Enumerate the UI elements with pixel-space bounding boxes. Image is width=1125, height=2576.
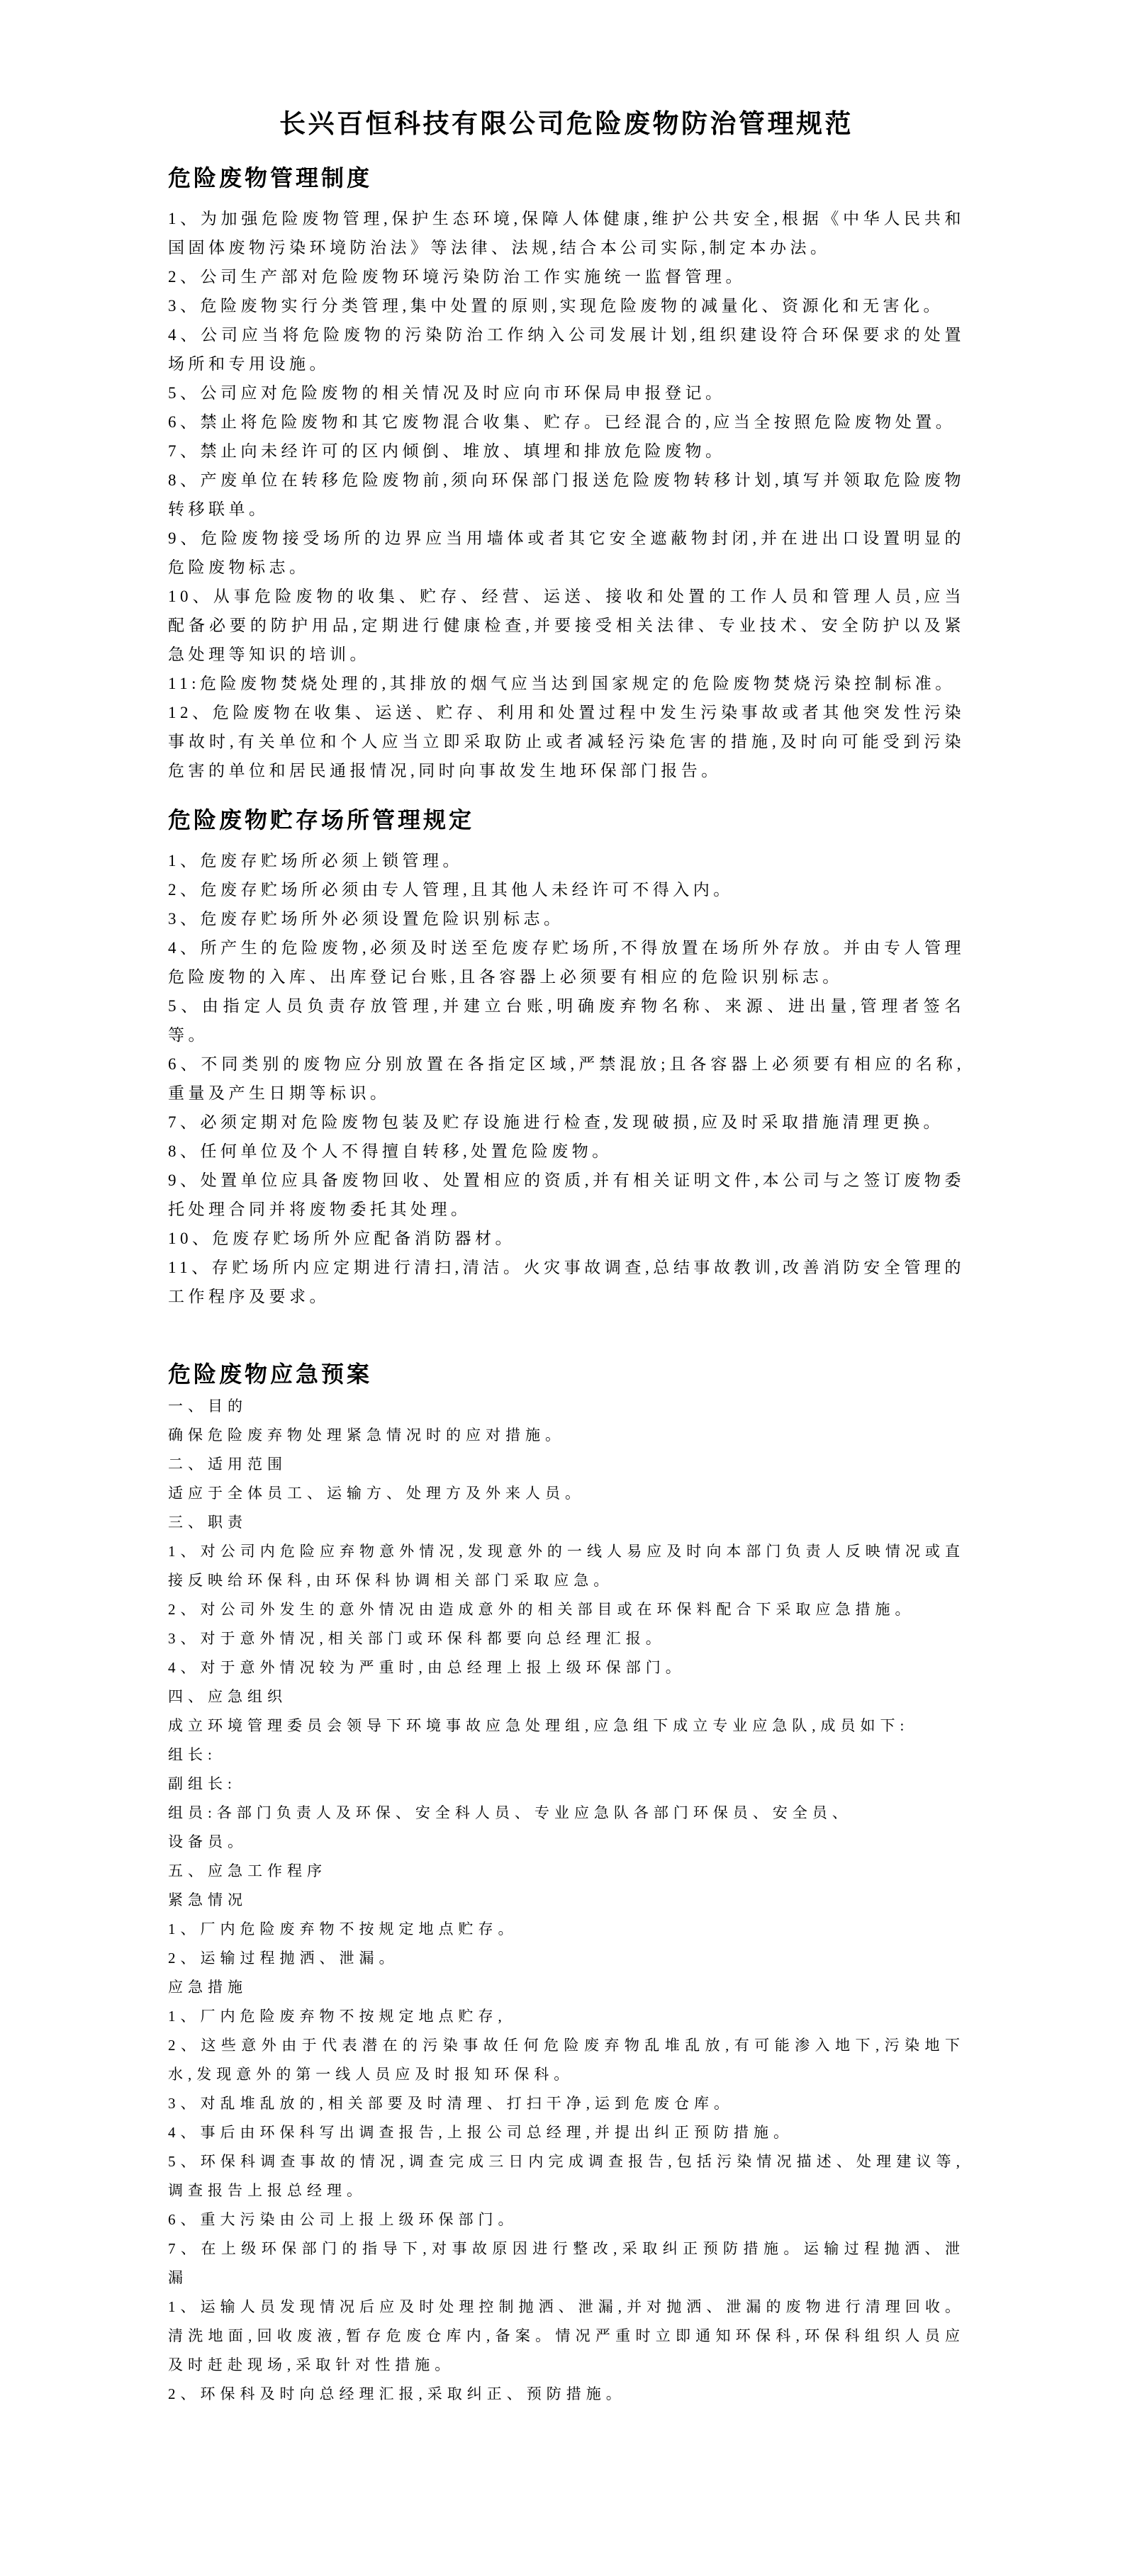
section-heading: 危险废物管理制度: [168, 165, 373, 191]
paragraph: 10、从事危险废物的收集、贮存、经营、运送、接收和处置的工作人员和管理人员,应当配备必要的防护用品,定期进行健康检查,并要接受相关法律、专业技术、安全防护以及紧急处理等知识的培训。: [168, 587, 965, 663]
document-body: [168, 162, 965, 2409]
paragraph: 8、任何单位及个人不得擅自转移,处置危险废物。: [168, 1142, 612, 1160]
paragraph: 2、环保科及时向总经理汇报,采取纠正、预防措施。: [168, 2385, 626, 2402]
paragraph: 4、所产生的危险废物,必须及时送至危废存贮场所,不得放置在场所外存放。并由专人管理危险废物的入库、出库登记台账,且各容器上必须要有相应的危险识别标志。: [168, 939, 965, 986]
paragraph: 6、不同类别的废物应分别放置在各指定区域,严禁混放;且各容器上必须要有相应的名称,重量及产生日期等标识。: [168, 1055, 965, 1102]
paragraph: 1、厂内危险废弃物不按规定地点贮存,: [168, 2008, 507, 2025]
paragraph: 设备员。: [168, 1833, 247, 1850]
section-2: [168, 804, 965, 1311]
section-heading: 危险废物贮存场所管理规定: [168, 807, 475, 833]
paragraph: 五、应急工作程序: [168, 1862, 327, 1879]
paragraph: 10、危废存贮场所外应配备消防器材。: [168, 1230, 515, 1247]
paragraph: 3、对于意外情况,相关部门或环保科都要向总经理汇报。: [168, 1630, 666, 1647]
paragraph: 1、对公司内危险应弃物意外情况,发现意外的一线人易应及时向本部门负责人反映情况或直接反映给环保科,由环保科协调相关部门采取应急。: [168, 1543, 965, 1589]
paragraph: 应急措施: [168, 1979, 247, 1996]
paragraph: 副组长:: [168, 1775, 237, 1792]
paragraph: 6、禁止将危险废物和其它废物混合收集、贮存。已经混合的,应当全按照危险废物处置。: [168, 413, 956, 431]
paragraph: 确保危险废弃物处理紧急情况时的应对措施。: [168, 1427, 565, 1444]
paragraph: 9、危险废物接受场所的边界应当用墙体或者其它安全遮蔽物封闭,并在进出口设置明显的危险废物标志。: [168, 529, 965, 576]
paragraph: 适应于全体员工、运输方、处理方及外来人员。: [168, 1485, 585, 1502]
paragraph: 5、环保科调查事故的情况,调查完成三日内完成调查报告,包括污染情况描述、处理建议等,调查报告上报总经理。: [168, 2153, 965, 2199]
paragraph: 6、重大污染由公司上报上级环保部门。: [168, 2211, 518, 2228]
paragraph: 四、应急组织: [168, 1688, 287, 1705]
paragraph: 11、存贮场所内应定期进行清扫,清洁。火灾事故调查,总结事故教训,改善消防安全管理的工作程序及要求。: [168, 1259, 965, 1305]
paragraph: 1、运输人员发现情况后应及时处理控制抛洒、泄漏,并对抛洒、泄漏的废物进行清理回收。清洗地面,回收废液,暂存危废仓库内,备案。情况严重时立即通知环保科,环保科组织人员应及时赶赴现场,采取针对性措施。: [168, 2298, 965, 2373]
paragraph: 3、对乱堆乱放的,相关部要及时清理、打扫干净,运到危废仓库。: [168, 2095, 734, 2112]
paragraph: 3、危废存贮场所外必须设置危险识别标志。: [168, 910, 564, 928]
paragraph: 9、处置单位应具备废物回收、处置相应的资质,并有相关证明文件,本公司与之签订废物委托处理合同并将废物委托其处理。: [168, 1171, 965, 1218]
paragraph: 2、危废存贮场所必须由专人管理,且其他人未经许可不得入内。: [168, 881, 734, 899]
paragraph: 1、厂内危险废弃物不按规定地点贮存。: [168, 1920, 518, 1937]
paragraph: 4、事后由环保科写出调查报告,上报公司总经理,并提出纠正预防措施。: [168, 2124, 793, 2141]
document-title: 长兴百恒科技有限公司危险废物防治管理规范: [279, 110, 853, 139]
paragraph: 3、危险废物实行分类管理,集中处置的原则,实现危险废物的减量化、资源化和无害化。: [168, 297, 944, 315]
paragraph: 11:危险废物焚烧处理的,其排放的烟气应当达到国家规定的危险废物焚烧污染控制标准。: [168, 675, 956, 692]
paragraph: 7、在上级环保部门的指导下,对事故原因进行整改,采取纠正预防措施。运输过程抛洒、泄漏: [168, 2240, 965, 2286]
paragraph: 4、公司应当将危险废物的污染防治工作纳入公司发展计划,组织建设符合环保要求的处置场所和专用设施。: [168, 326, 965, 373]
paragraph: 12、危险废物在收集、运送、贮存、利用和处置过程中发生污染事故或者其他突发性污染事故时,有关单位和个人应当立即采取防止或者减轻污染危害的措施,及时向可能受到污染危害的单位和居民通报情况,同时向事故发生地环保部门报告。: [168, 704, 965, 780]
paragraph: 紧急情况: [168, 1891, 247, 1908]
paragraph: 8、产废单位在转移危险废物前,须向环保部门报送危险废物转移计划,填写并领取危险废物转移联单。: [168, 471, 965, 518]
paragraph: 2、这些意外由于代表潜在的污染事故任何危险废弃物乱堆乱放,有可能渗入地下,污染地下水,发现意外的第一线人员应及时报知环保科。: [168, 2037, 965, 2083]
paragraph: 二、适用范围: [168, 1456, 287, 1473]
paragraph: 5、由指定人员负责存放管理,并建立台账,明确废弃物名称、来源、进出量,管理者签名等。: [168, 997, 965, 1044]
paragraph: 4、对于意外情况较为严重时,由总经理上报上级环保部门。: [168, 1659, 685, 1676]
paragraph: 一、目的: [168, 1397, 247, 1414]
paragraph: 1、危废存贮场所必须上锁管理。: [168, 852, 463, 870]
paragraph: 5、公司应对危险废物的相关情况及时应向市环保局申报登记。: [168, 384, 726, 402]
paragraph: 2、运输过程抛洒、泄漏。: [168, 1950, 399, 1967]
paragraph: 三、职责: [168, 1514, 247, 1531]
paragraph: 7、禁止向未经许可的区内倾倒、堆放、填埋和排放危险废物。: [168, 442, 726, 460]
paragraph: 2、公司生产部对危险废物环境污染防治工作实施统一监督管理。: [168, 268, 746, 286]
paragraph: 2、对公司外发生的意外情况由造成意外的相关部目或在环保料配合下采取应急措施。: [168, 1601, 915, 1618]
paragraph: 组长:: [168, 1746, 217, 1763]
section-3: [168, 1358, 965, 2409]
paragraph: 成立环境管理委员会领导下环境事故应急处理组,应急组下成立专业应急队,成员如下:: [168, 1717, 909, 1734]
paragraph: 1、为加强危险废物管理,保护生态环境,保障人体健康,维护公共安全,根据《中华人民共和国固体废物污染环境防治法》等法律、法规,结合本公司实际,制定本办法。: [168, 210, 965, 257]
section-1: [168, 162, 965, 785]
paragraph: 组员:各部门负责人及环保、安全科人员、专业应急队各部门环保员、安全员、: [168, 1804, 852, 1821]
paragraph: 7、必须定期对危险废物包装及贮存设施进行检查,发现破损,应及时采取措施清理更换。: [168, 1113, 944, 1131]
section-heading: 危险废物应急预案: [168, 1361, 373, 1387]
